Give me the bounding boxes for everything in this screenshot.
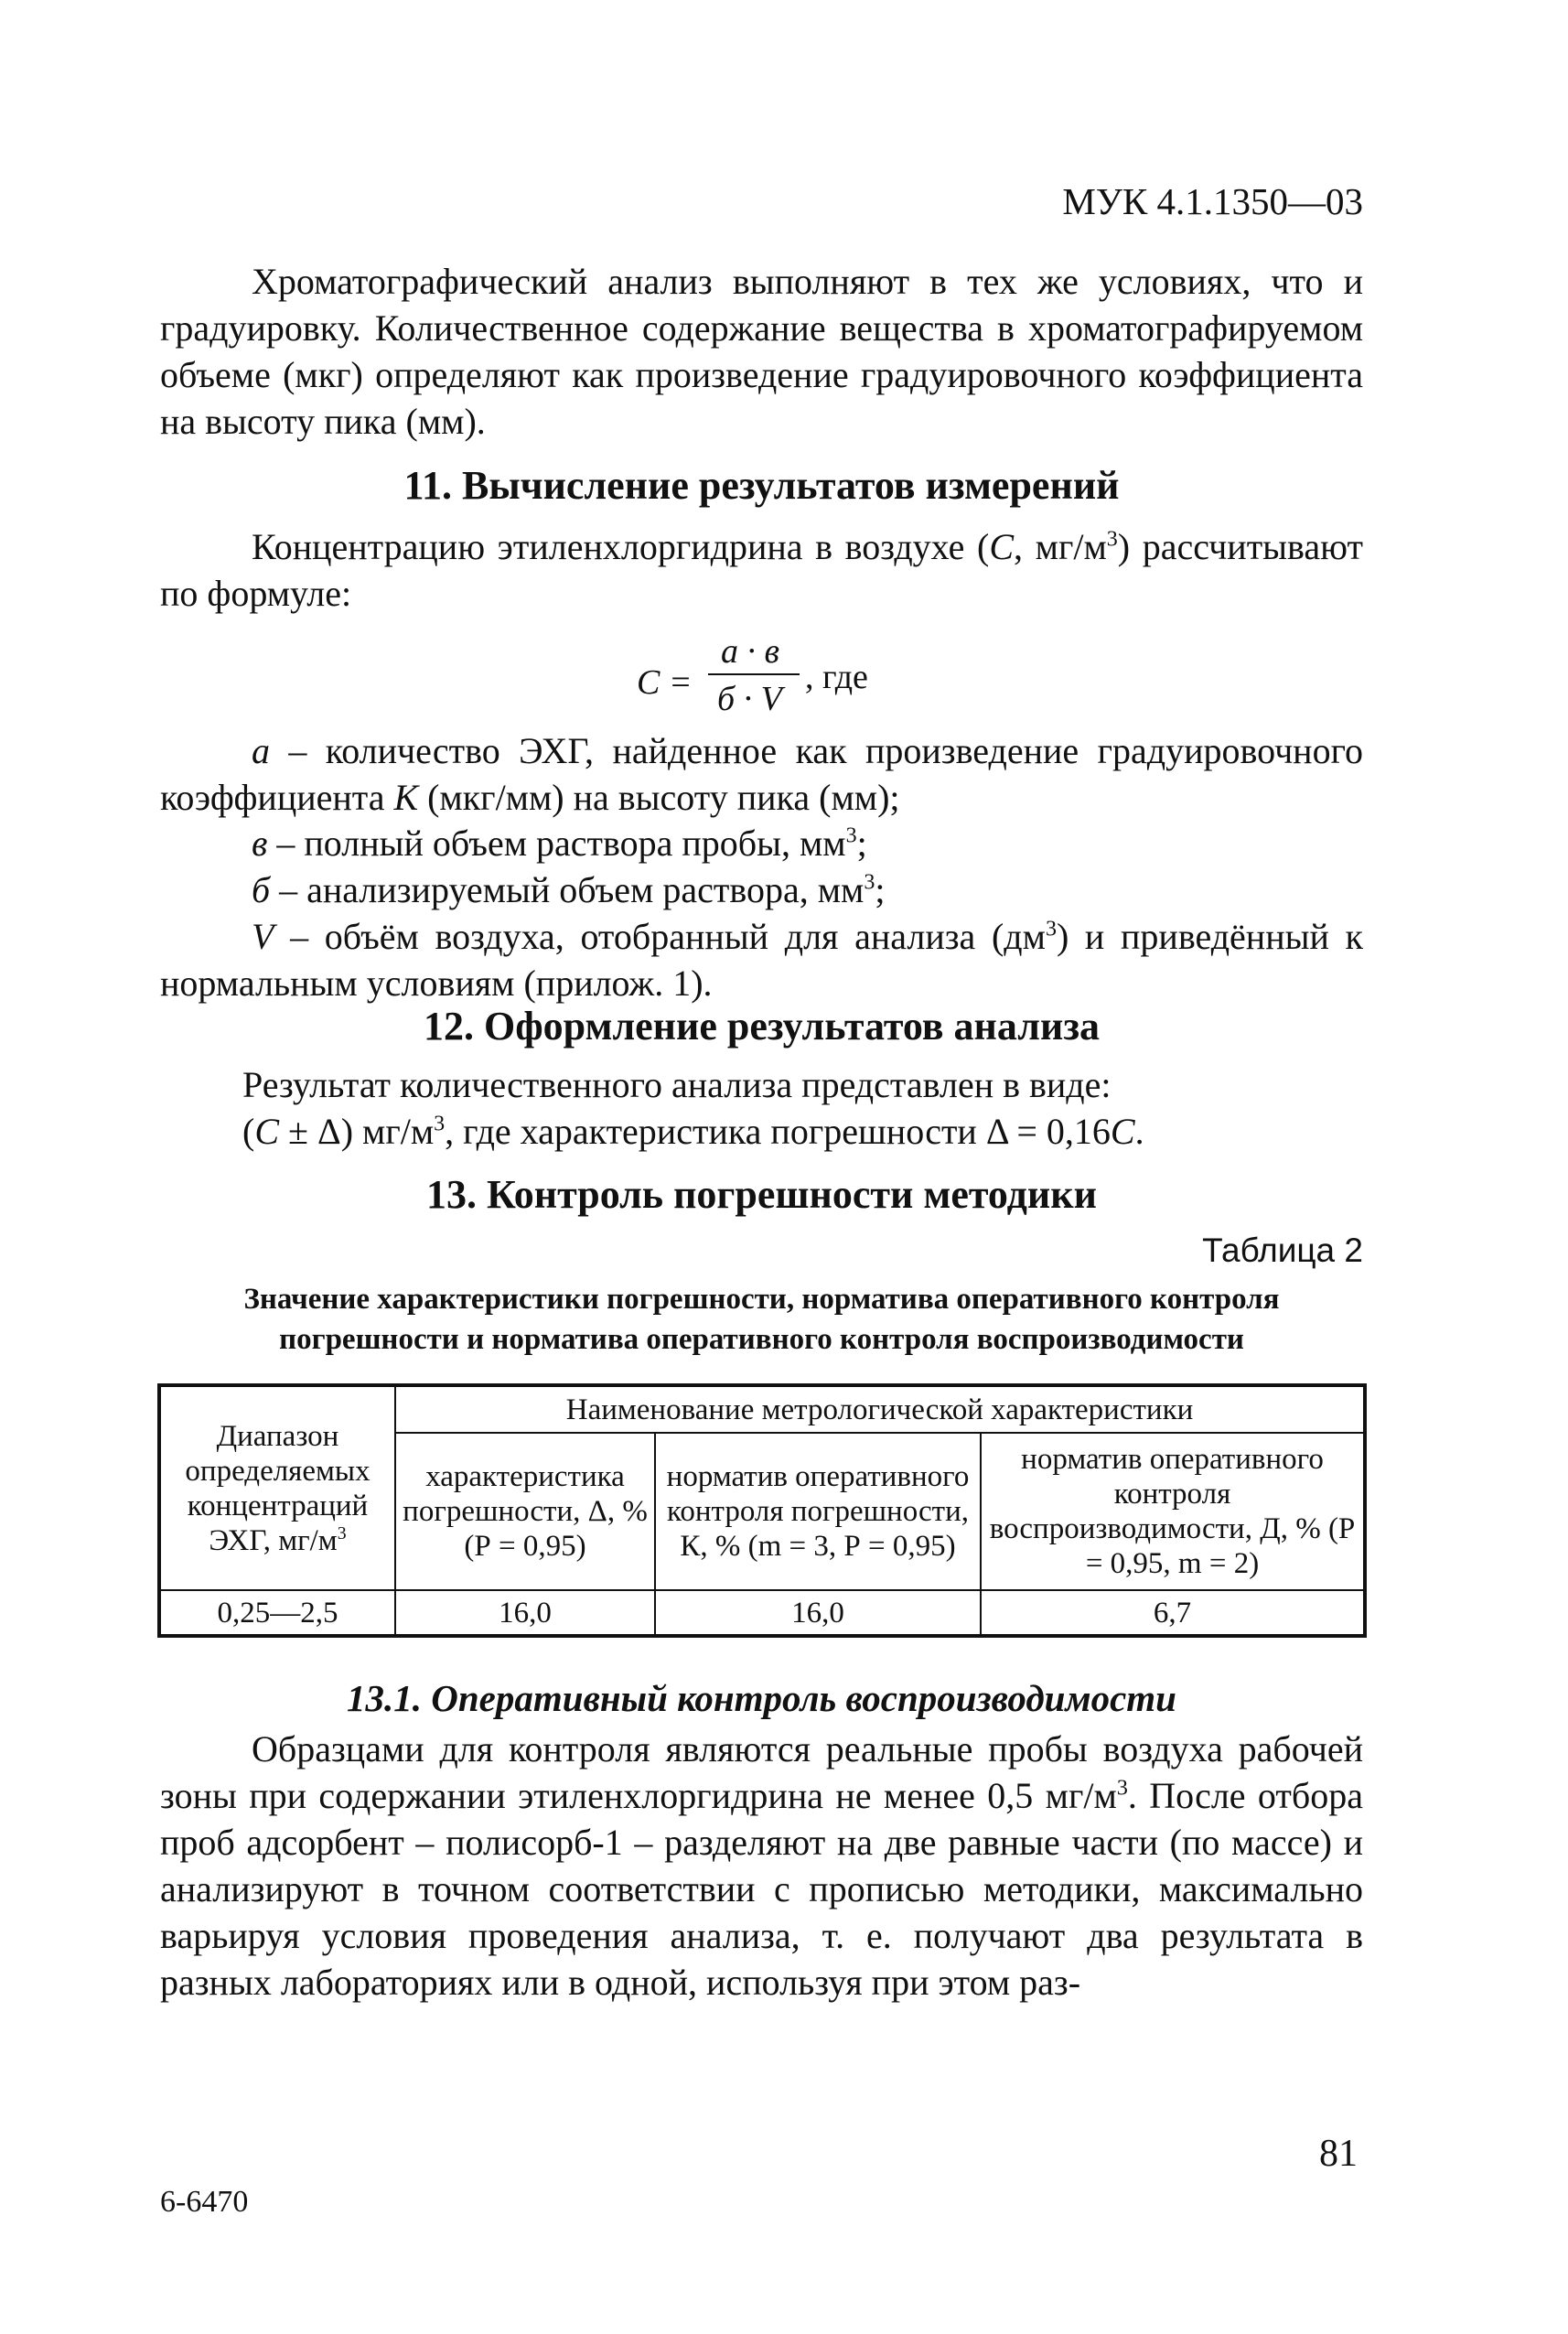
formula-suffix: , где [805,658,868,696]
section-13-title: 13. Контроль погрешности методики [426,1172,1097,1217]
section-12-title: 12. Оформление результатов анализа [424,1004,1100,1049]
error-value-cell: 16,0 [395,1590,655,1636]
reproducibility-norm-header: норматив оперативного контроля воспроизводимости, Д, % (Р = 0,95, m = 2) [981,1433,1365,1590]
table-caption-line-2: погрешности и норматива оперативного контроля воспроизводимости [279,1323,1244,1356]
table-row [159,1590,1365,1636]
reproducibility-value-cell: 6,7 [981,1590,1365,1636]
formula-denominator: б · V [717,680,782,718]
metrology-table [157,1383,1367,1638]
definition-b: б – анализируемый объем раствора, $мм^3$; [252,869,886,910]
definition-air-volume: V – объём воздуха, отобранный для анализа $(дм^3)$ и приведённый к нормальным условиям (прилож. 1). [160,916,1363,1004]
formula-fraction-bar [708,673,800,675]
range-header-cell: Диапазон определяемых концентраций ЭХГ, $мг/м^3$ [159,1385,395,1590]
table-label: Таблица 2 [1202,1232,1363,1269]
section-12-line-2: (С ± Δ) $мг/м^3$, где характеристика погрешности Δ = 0,16С. [242,1111,1144,1152]
group-header-cell: Наименование метрологической характеристики [395,1385,1365,1433]
section-12-line-1: Результат количественного анализа представлен в виде: [242,1064,1112,1105]
error-control-norm-header: норматив оперативного контроля погрешности, К, % (m = 3, Р = 0,95) [655,1433,981,1590]
definition-a: а – количество ЭХГ, найденное как произведение градуировочного коэффициента К (мкг/мм) на высоту пика (мм); [160,730,1363,818]
formula-numerator: а · в [721,632,779,671]
doc-code: МУК 4.1.1350—03 [1062,180,1363,222]
print-code: 6-6470 [160,2185,249,2219]
page-number: 81 [1319,2133,1358,2175]
section-11-paragraph: Концентрацию этиленхлоргидрина в воздухе (С, $мг/м^3$) рассчитывают по формуле: [160,526,1364,614]
error-characteristic-header: характеристика погрешности, Δ, % (Р = 0,95) [395,1433,655,1590]
section-13-1-paragraph: Образцами для контроля являются реальные пробы воздуха рабочей зоны при содержании этиленхлоргидрина не менее 0,5 $мг/м^3$. После отбора проб адсорбент – полисорб-1 – разделяют на две равные части (по массе) и анализируют в точном соответствии с прописью методики, максимально варьируя условия проведения анализа, т. е. получают два результата в разных лабораториях или в одной, используя при этом раз- [160,1728,1363,2003]
table-caption-line-1: Значение характеристики погрешности, норматива оперативного контроля [243,1283,1280,1316]
range-cell: 0,25—2,5 [159,1590,395,1636]
error-control-value-cell: 16,0 [655,1590,981,1636]
section-13-1-title: 13.1. Оперативный контроль воспроизводимости [347,1677,1176,1719]
intro-paragraph: Хроматографический анализ выполняют в тех же условиях, что и градуировку. Количественное содержание вещества в хроматографируемом объеме (мкг) определяют как произведение градуировочного коэффициента на высоту пика (мм). [160,261,1363,442]
definition-v: в – полный объем раствора пробы, $мм^3$; [252,823,867,864]
formula-lhs: С = [637,663,693,702]
section-11-title: 11. Вычисление результатов измерений [403,463,1120,508]
